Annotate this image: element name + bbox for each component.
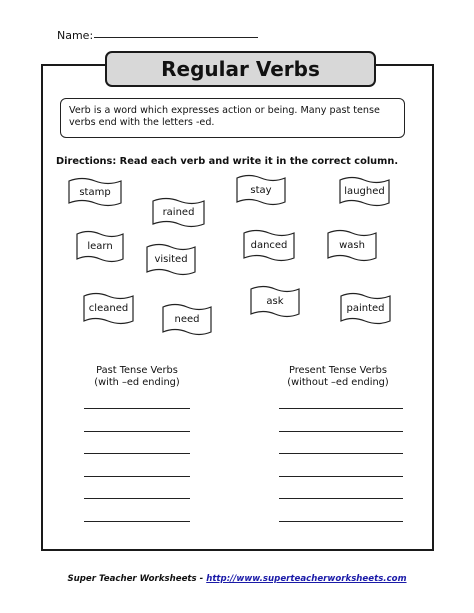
present-tense-column-header [265, 365, 411, 389]
word-label: rained [162, 207, 195, 218]
name-label: Name: [57, 29, 94, 42]
page-title: Regular Verbs [105, 51, 376, 87]
directions-text: Directions: Read each verb and write it in the correct column. [56, 156, 399, 167]
word-label: stamp [79, 186, 111, 198]
word-card[interactable] [162, 303, 212, 336]
column-subtitle: (without –ed ending) [287, 377, 389, 388]
present-answer-line[interactable] [279, 453, 403, 454]
past-answer-line[interactable] [84, 498, 190, 499]
definition-box: Verb is a word which expresses action or being. Many past tense verbs end with the letters -ed. [60, 98, 405, 138]
past-tense-column-header [70, 365, 204, 389]
footer-brand: Super Teacher Worksheets [67, 574, 197, 584]
word-label: learn [87, 241, 113, 252]
word-label: stay [250, 184, 272, 196]
past-answer-line[interactable] [84, 453, 190, 454]
footer-separator: - [199, 574, 204, 584]
present-answer-line[interactable] [279, 498, 403, 499]
word-card[interactable] [236, 174, 286, 206]
column-title: Past Tense Verbs [96, 365, 178, 376]
past-answer-line[interactable] [84, 521, 190, 522]
past-answer-line[interactable] [84, 408, 190, 409]
word-label: danced [250, 240, 288, 251]
word-card[interactable] [146, 243, 196, 276]
column-subtitle: (with –ed ending) [94, 377, 180, 388]
present-answer-line[interactable] [279, 431, 403, 432]
word-label: wash [339, 240, 365, 251]
word-label: painted [346, 303, 385, 314]
footer [0, 574, 474, 584]
word-card[interactable] [83, 292, 134, 325]
column-title: Present Tense Verbs [289, 365, 387, 376]
word-label: cleaned [88, 303, 129, 314]
word-card[interactable] [327, 229, 377, 262]
word-card[interactable] [243, 229, 295, 262]
word-label: ask [266, 296, 284, 307]
word-label: laughed [344, 186, 385, 197]
word-card[interactable] [250, 285, 300, 318]
word-label: visited [154, 254, 188, 265]
past-answer-line[interactable] [84, 476, 190, 477]
word-card[interactable] [152, 197, 205, 228]
word-card[interactable] [339, 176, 390, 207]
name-input-line[interactable] [94, 37, 258, 38]
word-card[interactable] [68, 177, 122, 207]
present-answer-line[interactable] [279, 521, 403, 522]
word-card[interactable] [76, 230, 124, 263]
present-answer-line[interactable] [279, 476, 403, 477]
word-label: need [174, 314, 200, 325]
word-card[interactable] [340, 292, 391, 325]
present-answer-line[interactable] [279, 408, 403, 409]
past-answer-line[interactable] [84, 431, 190, 432]
footer-link[interactable]: http://www.superteacherworksheets.com [206, 574, 407, 584]
